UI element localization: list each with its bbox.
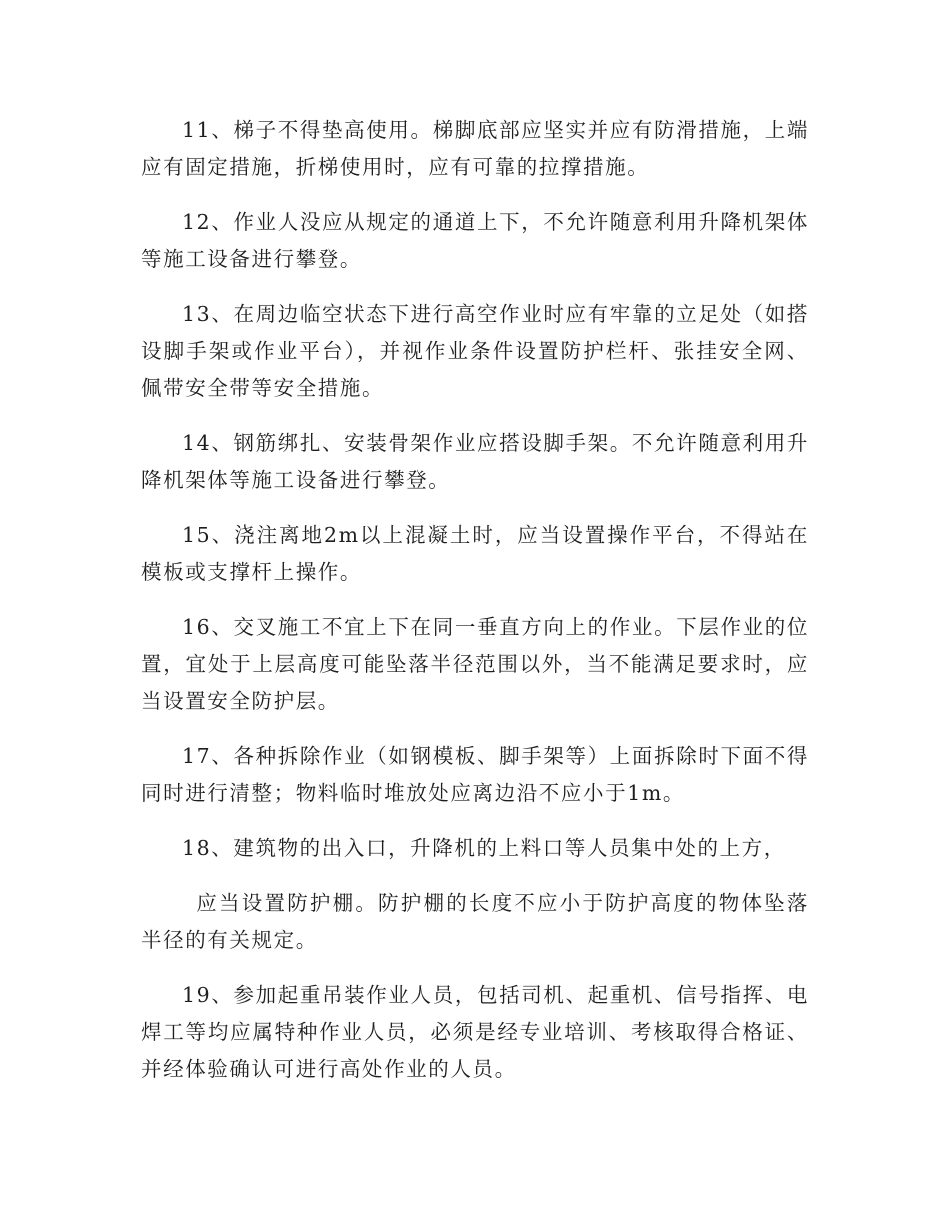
paragraph-17: 17、各种拆除作业（如钢模板、脚手架等）上面拆除时下面不得同时进行清整；物料临时堆放处应离边沿不应小于1m。	[141, 744, 809, 805]
paragraph-18: 18、建筑物的出入口，升降机的上料口等人员集中处的上方，	[182, 836, 786, 860]
paragraph-18-continued: 应当设置防护棚。防护棚的长度不应小于防护高度的物体坠落半径的有关规定。	[141, 891, 809, 952]
paragraph-13: 13、在周边临空状态下进行高空作业时应有牢靠的立足处（如搭设脚手架或作业平台），并视作业条件设置防护栏杆、张挂安全网、佩带安全带等安全措施。	[141, 302, 809, 400]
paragraph-14: 14、钢筋绑扎、安装骨架作业应搭设脚手架。不允许随意利用升降机架体等施工设备进行攀登。	[141, 431, 809, 492]
paragraph-19: 19、参加起重吊装作业人员，包括司机、起重机、信号指挥、电焊工等均应属特种作业人员，必须是经专业培训、考核取得合格证、并经体验确认可进行高处作业的人员。	[141, 983, 809, 1081]
paragraph-16: 16、交叉施工不宜上下在同一垂直方向上的作业。下层作业的位置，宜处于上层高度可能坠落半径范围以外，当不能满足要求时，应当设置安全防护层。	[141, 615, 809, 713]
document-body	[141, 112, 809, 1106]
paragraph-11: 11、梯子不得垫高使用。梯脚底部应坚实并应有防滑措施，上端应有固定措施，折梯使用时，应有可靠的拉撑措施。	[141, 118, 809, 179]
paragraph-15: 15、浇注离地2m以上混凝土时，应当设置操作平台，不得站在模板或支撑杆上操作。	[141, 523, 809, 584]
paragraph-12: 12、作业人没应从规定的通道上下，不允许随意利用升降机架体等施工设备进行攀登。	[141, 210, 809, 271]
